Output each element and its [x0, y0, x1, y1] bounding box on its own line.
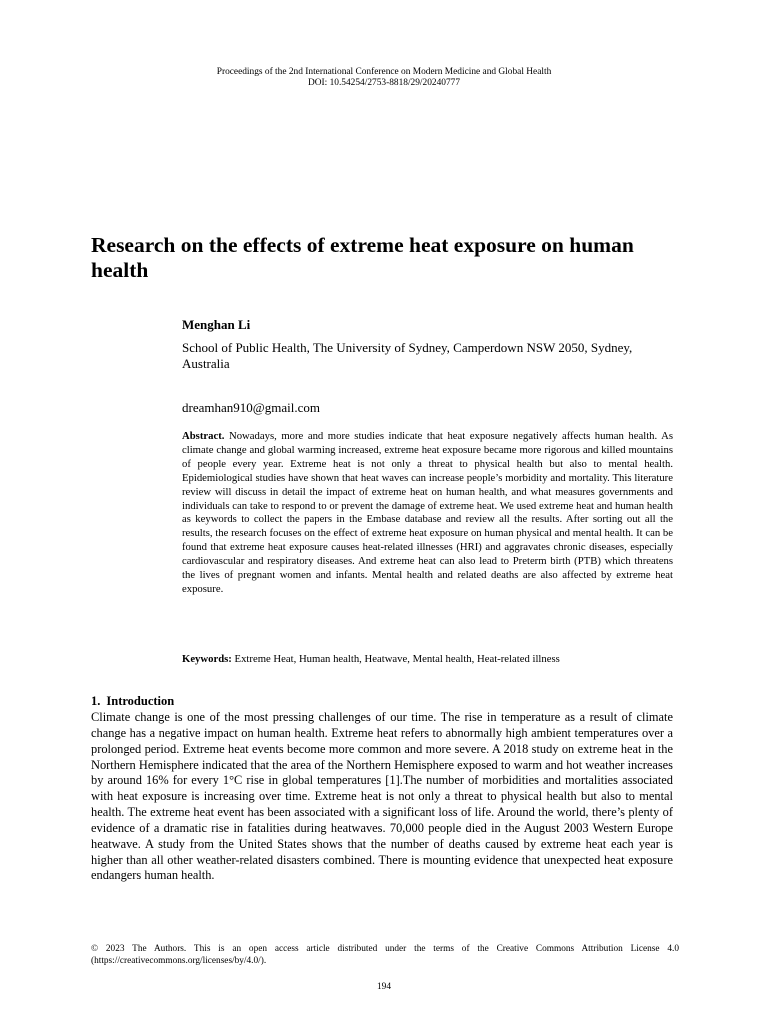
abstract [182, 430, 673, 597]
section-heading-introduction [91, 694, 174, 709]
author-affiliation: School of Public Health, The University of Sydney, Camperdown NSW 2050, Sydney, Australia [182, 340, 633, 371]
page-number: 194 [376, 982, 392, 992]
doi-line: DOI: 10.54254/2753-8818/29/20240777 [307, 78, 461, 88]
author-name: Menghan Li [182, 317, 251, 332]
section-title: Introduction [106, 694, 175, 708]
running-header [0, 67, 768, 89]
abstract-text: Nowadays, more and more studies indicate that heat exposure negatively affects human health. As climate change and global warming increased, extreme heat exposure became more rigorous and killed mountains of people every year. Extreme heat is not only a threat to physical health but also to mental health. Epidemiological studies have shown that heat waves can increase people’s morbidity and mortality. This literature review will discuss in detail the impact of extreme heat on human health, and what measures governments and individuals can take to respond to or prevent the damage of extreme heat. We used extreme heat and human health as keywords to collect the papers in the Embase database and review all the results. After sorting out all the results, the research focuses on the effect of extreme heat exposure on human physical and mental health. It can be found that extreme heat exposure causes heat-related illnesses (HRI) and aggravates chronic diseases, especially cardiovascular and respiratory diseases. And extreme heat can also lead to Preterm birth (PTB) which threatens the lives of pregnant women and infants. Mental health and related deaths are also affected by extreme heat exposure. [182, 430, 674, 595]
section-number: 1. [91, 694, 101, 708]
keywords-label: Keywords: [182, 653, 232, 665]
keywords [182, 653, 673, 666]
proceedings-line: Proceedings of the 2nd International Conference on Modern Medicine and Global Health [216, 67, 552, 77]
license-notice: © 2023 The Authors. This is an open access article distributed under the terms of the Creative Commons Attribution License 4.0 (https://creativecommons.org/licenses/by/4.0/). [91, 944, 679, 966]
keywords-text: Extreme Heat, Human health, Heatwave, Mental health, Heat-related illness [234, 653, 560, 665]
abstract-label: Abstract. [182, 430, 225, 442]
author-email: dreamhan910@gmail.com [182, 400, 320, 415]
paper-title: Research on the effects of extreme heat exposure on human health [91, 233, 634, 282]
introduction-paragraph: Climate change is one of the most pressing challenges of our time. The rise in temperature as a result of climate change has a negative impact on human health. Extreme heat refers to abnormally high ambient temperatures over a prolonged period. Extreme heat events become more common and more severe. A 2018 study on extreme heat in the Northern Hemisphere indicated that the area of the Northern Hemisphere exposed to warm and hot weather increases by around 16% for every 1°C rise in global temperatures [1].The number of morbidities and mortalities associated with heat exposure is increasing over time. Extreme heat is not only a threat to physical health but also to mental health. The extreme heat event has been associated with a significant loss of life. Around the world, there’s plenty of evidence of a dramatic rise in fatalities during heatwaves. 70,000 people died in the August 2003 Western Europe heatwave. A study from the United States shows that the number of deaths caused by extreme heat each year is higher than all other weather-related disasters combined. There is mounting evidence that unexpected heat exposure endangers human health. [91, 710, 673, 883]
